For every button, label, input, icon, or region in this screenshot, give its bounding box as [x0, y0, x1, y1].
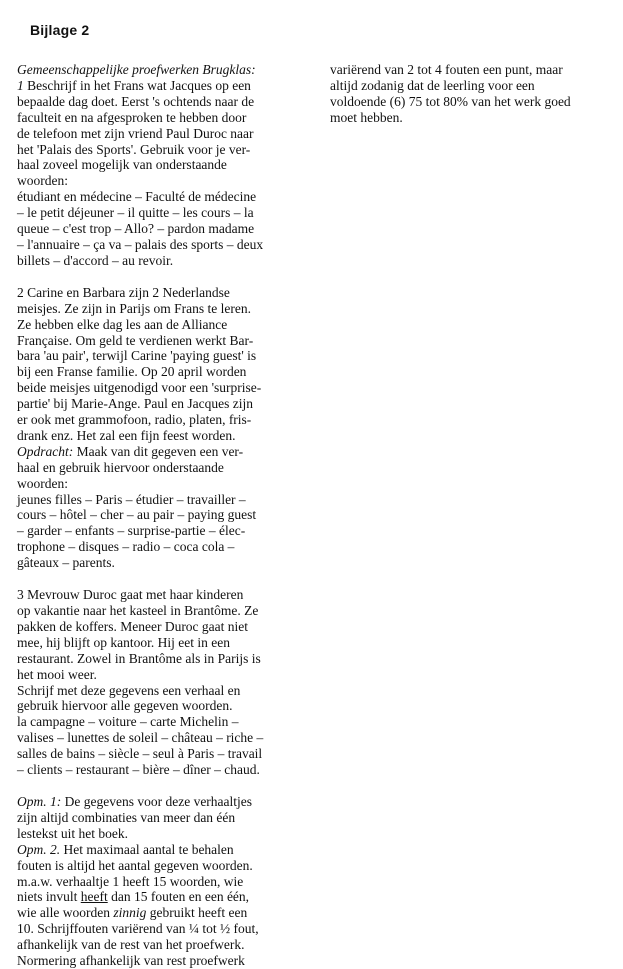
text-line: Maak van dit gegeven een ver-	[73, 443, 244, 459]
text-line: zijn altijd combinaties van meer dan één	[17, 809, 236, 825]
text-line: restaurant. Zowel in Brantôme als in Parijs is	[17, 650, 261, 666]
text-line: Ze hebben elke dag les aan de Alliance	[17, 316, 228, 332]
text-line: salles de bains – siècle – seul à Paris – travail	[17, 746, 263, 762]
text-line: 2 Carine en Barbara zijn 2 Nederlandse	[17, 284, 230, 300]
text-line: Het maximaal aantal te behalen	[60, 841, 234, 857]
text-fragment: gebruikt heeft een	[146, 905, 248, 921]
underlined-word: heeft	[80, 889, 108, 905]
text-line: jeunes filles – Paris – étudier – travailler –	[17, 491, 246, 507]
text-line: trophone – disques – radio – coca cola –	[17, 539, 235, 555]
italic-word: zinnig	[113, 905, 147, 921]
text-line: meisjes. Ze zijn in Parijs om Frans te leren.	[17, 300, 251, 316]
text-line: woorden:	[17, 173, 68, 189]
text-line: étudiant en médecine – Faculté de médecine	[17, 189, 257, 205]
text-line: fouten is altijd het aantal gegeven woorden.	[17, 857, 253, 873]
text-line: moet hebben.	[330, 109, 403, 125]
page-title: Bijlage 2	[30, 22, 90, 38]
spacer	[17, 269, 291, 285]
section-2	[17, 285, 291, 571]
text-line: queue – c'est trop – Allo? – pardon madame	[17, 221, 255, 237]
text-line: beide meisjes uitgenodigd voor een 'surprise-	[17, 380, 262, 396]
text-line: drank enz. Het zal een fijn feest worden.	[17, 427, 236, 443]
text-line: Française. Om geld te verdienen werkt Bar-	[17, 332, 254, 348]
text-line: mee, hij blijft op kantoor. Hij eet in een	[17, 634, 230, 650]
text-line: bepaalde dag doet. Eerst 's ochtends naar de	[17, 93, 255, 109]
section-number: 1	[17, 77, 24, 93]
text-line: variërend van 2 tot 4 fouten een punt, maar	[330, 62, 563, 77]
spacer	[17, 571, 291, 587]
text-line: 3 Mevrouw Duroc gaat met haar kinderen	[17, 587, 244, 603]
text-line: Schrijf met deze gegevens een verhaal en	[17, 682, 241, 698]
left-column	[17, 62, 291, 969]
text-line: lestekst uit het boek.	[17, 825, 128, 841]
text-line: bij een Franse familie. Op 20 april worden	[17, 364, 247, 380]
text-line: partie' bij Marie-Ange. Paul en Jacques zijn	[17, 396, 253, 412]
section-3	[17, 587, 291, 778]
text-line: Normering afhankelijk van rest proefwerk	[17, 953, 245, 969]
text-line: cours – hôtel – cher – au pair – paying guest	[17, 507, 257, 523]
text-line: faculteit en na afgesproken te hebben door	[17, 109, 247, 125]
text-line: haal zoveel mogelijk van onderstaande	[17, 157, 227, 173]
text-line: bara 'au pair', terwijl Carine 'paying guest' is	[17, 348, 257, 364]
heading: Gemeenschappelijke proefwerken Brugklas:	[17, 62, 256, 77]
text-line: afhankelijk van de rest van het proefwerk.	[17, 937, 245, 953]
text-line: billets – d'accord – au revoir.	[17, 252, 174, 268]
opm-1	[17, 794, 291, 842]
right-column	[330, 62, 620, 126]
text-line: Beschrijf in het Frans wat Jacques op een	[23, 77, 251, 93]
text-fragment: dan 15 fouten en een één,	[107, 889, 250, 905]
text-line: gebruik hiervoor alle gegeven woorden.	[17, 698, 233, 714]
text-line: woorden:	[17, 475, 68, 491]
opm-label: Opm. 2.	[17, 841, 61, 857]
text-line: la campagne – voiture – carte Michelin –	[17, 714, 239, 730]
text-line: op vakantie naar het kasteel in Brantôme. Ze	[17, 603, 259, 618]
text-line: de telefoon met zijn vriend Paul Duroc naar	[17, 125, 254, 141]
text-line: gâteaux – parents.	[17, 555, 115, 571]
text-line: altijd zodanig dat de leerling voor een	[330, 77, 535, 93]
text-line: het 'Palais des Sports'. Gebruik voor je ver-	[17, 141, 251, 157]
text-line: haal en gebruik hiervoor onderstaande	[17, 459, 224, 475]
text-line: – clients – restaurant – bière – dîner – chaud.	[17, 762, 260, 778]
text-line: – garder – enfants – surprise-partie – élec-	[17, 523, 246, 539]
text-line: pakken de koffers. Meneer Duroc gaat niet	[17, 618, 249, 634]
spacer	[17, 778, 291, 794]
opm-label: Opm. 1:	[17, 793, 62, 809]
text-line: het mooi weer.	[17, 666, 97, 682]
opm-2	[17, 842, 291, 969]
opdracht-label: Opdracht:	[17, 443, 74, 459]
text-line: er ook met grammofoon, radio, platen, fris-	[17, 412, 252, 428]
text-line: De gegevens voor deze verhaaltjes	[61, 793, 253, 809]
text-line: voldoende (6) 75 tot 80% van het werk goed	[330, 93, 571, 109]
text-line: valises – lunettes de soleil – château – riche –	[17, 730, 264, 746]
text-fragment: wie alle woorden	[17, 905, 114, 921]
text-line: 10. Schrijffouten variërend van ¼ tot ½ fout,	[17, 921, 259, 937]
section-1	[17, 78, 291, 269]
text-line: m.a.w. verhaaltje 1 heeft 15 woorden, wie	[17, 873, 244, 889]
text-fragment: niets invult	[17, 889, 81, 905]
text-line: – le petit déjeuner – il quitte – les cours – la	[17, 205, 254, 221]
text-line: – l'annuaire – ça va – palais des sports – deux	[17, 236, 264, 252]
